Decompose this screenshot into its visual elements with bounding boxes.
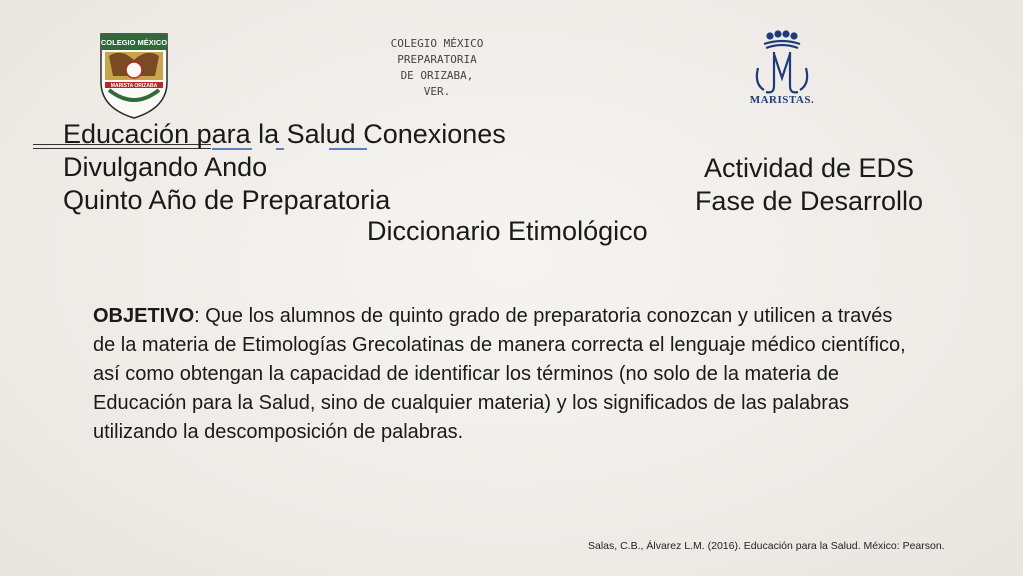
title-line-3: Quinto Año de Preparatoria <box>63 185 391 215</box>
title-line-1: Educación para la Salud Conexiones <box>63 119 506 149</box>
school-name-line-4: VER. <box>423 85 451 98</box>
objective-text: : Que los alumnos de quinto grado de preparatoria conozcan y utilicen a través de la materia de Etimologías Grecolatinas de manera correcta el lenguaje médico científico, así como obtengan la capacidad de identificar los términos (no solo de la materia de Educación para la Salud, sino de cualquier materia) y los significados de las palabras utilizando la descomposición de palabras. <box>93 305 906 443</box>
crest-text-top: COLEGIO MÉXICO <box>100 38 168 47</box>
title-line-2: Divulgando Ando <box>63 152 268 182</box>
maristas-label: MARISTAS. <box>749 94 815 106</box>
activity-line-1: Actividad de EDS <box>703 153 915 183</box>
subtitle: Diccionario Etimológico <box>367 216 648 246</box>
colegio-mexico-crest-icon <box>95 30 173 120</box>
school-name-line-3: DE ORIZABA, <box>400 69 474 82</box>
title-block <box>63 118 506 217</box>
activity-block <box>684 152 934 218</box>
school-name-line-1: COLEGIO MÉXICO <box>390 37 484 50</box>
school-name <box>370 36 504 100</box>
citation: Salas, C.B., Álvarez L.M. (2016). Educación para la Salud. México: Pearson. <box>588 540 945 552</box>
objective-paragraph <box>93 302 913 447</box>
school-name-line-2: PREPARATORIA <box>397 53 477 66</box>
activity-line-2: Fase de Desarrollo <box>694 186 924 216</box>
objective-label: OBJETIVO <box>93 305 195 327</box>
crest-text-bottom: MARISTA ORIZABA <box>110 83 158 89</box>
